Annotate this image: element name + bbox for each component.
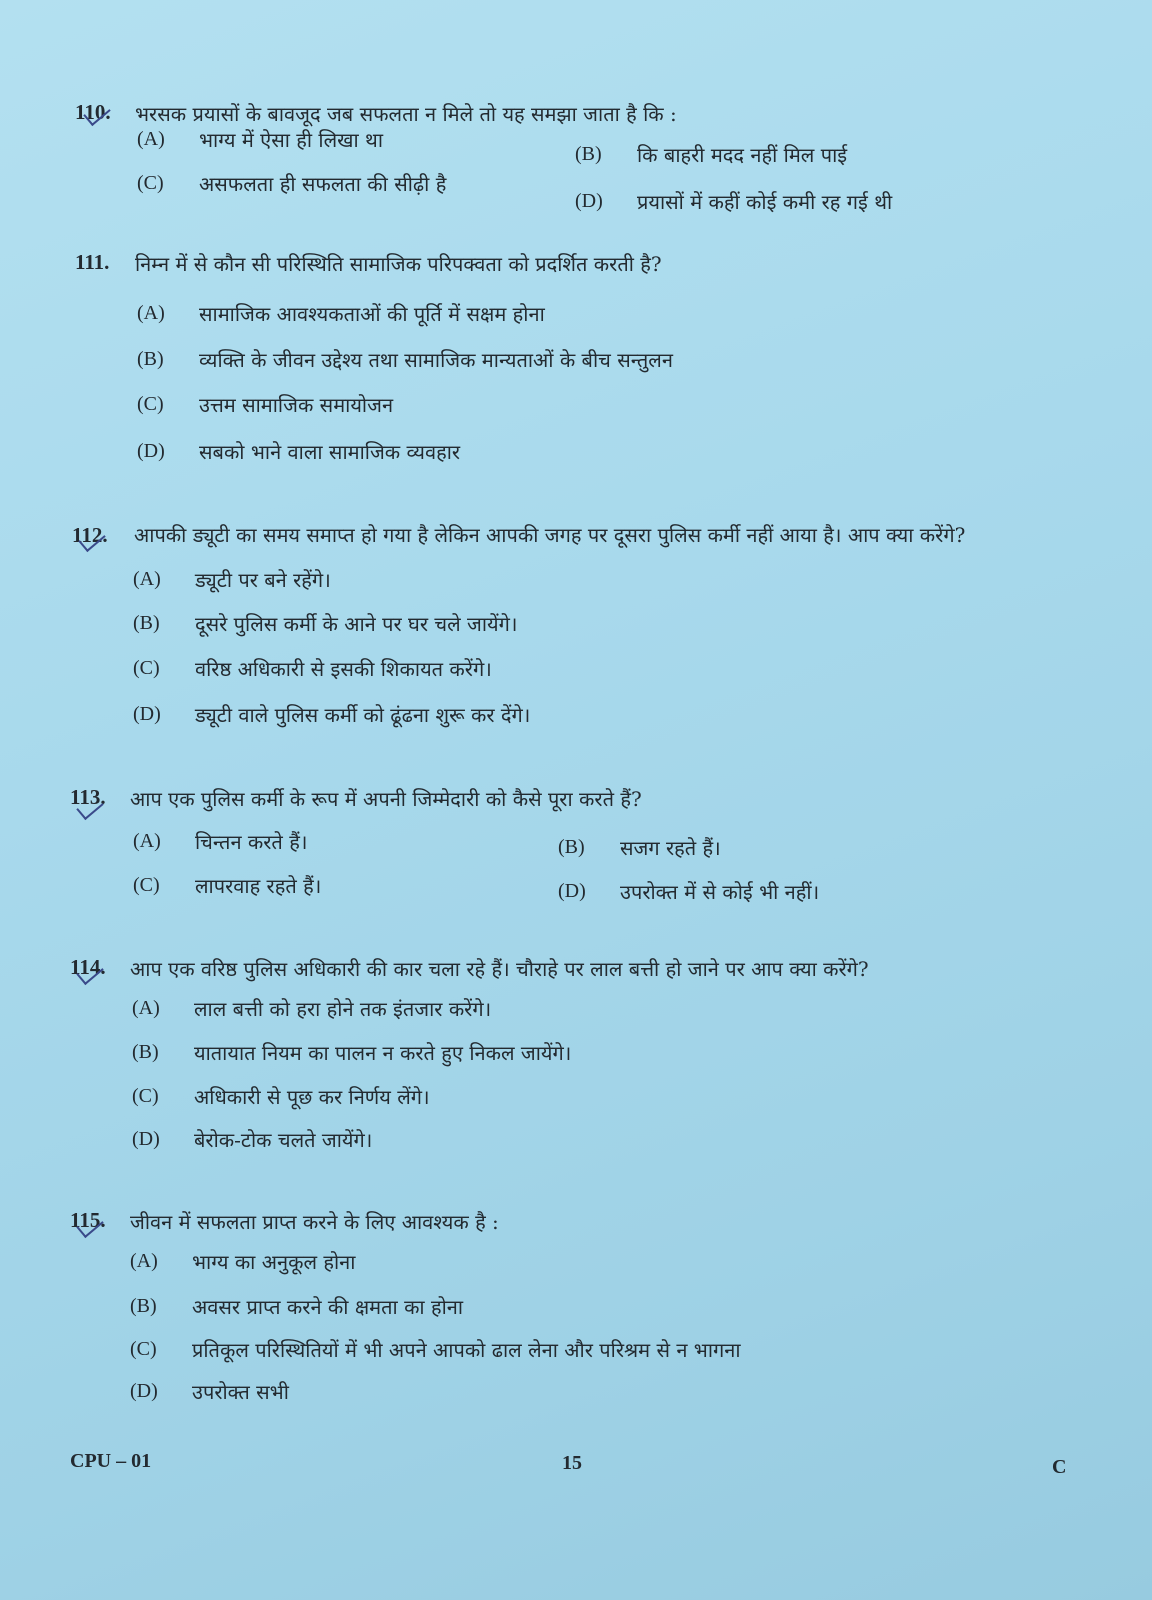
question-number: 114. (70, 955, 106, 979)
option-label: (A) (137, 128, 165, 150)
question-number: 111. (75, 250, 110, 274)
question-number: 110. (75, 100, 111, 124)
option-text: लाल बत्ती को हरा होने तक इंतजार करेंगे। (194, 997, 492, 1021)
question-number: 115. (70, 1208, 106, 1232)
option-label: (D) (575, 190, 603, 212)
option-text: ड्यूटी पर बने रहेंगे। (195, 568, 331, 592)
question-text: आप एक वरिष्ठ पुलिस अधिकारी की कार चला रहे हैं। चौराहे पर लाल बत्ती हो जाने पर आप क्या करेंगे? (130, 957, 869, 981)
option-label: (B) (132, 1041, 159, 1063)
question-text: भरसक प्रयासों के बावजूद जब सफलता न मिले तो यह समझा जाता है कि : (135, 102, 677, 126)
option-label: (D) (132, 1128, 160, 1150)
option-label: (D) (133, 703, 161, 725)
option-text: ड्यूटी वाले पुलिस कर्मी को ढूंढना शुरू कर देंगे। (195, 703, 531, 727)
option-text: सजग रहते हैं। (620, 836, 721, 860)
option-label: (B) (575, 143, 602, 165)
option-text: भाग्य में ऐसा ही लिखा था (199, 128, 384, 152)
option-text: सबको भाने वाला सामाजिक व्यवहार (199, 440, 461, 464)
question-text: आप एक पुलिस कर्मी के रूप में अपनी जिम्मेदारी को कैसे पूरा करते हैं? (130, 787, 642, 811)
option-text: उपरोक्त सभी (192, 1380, 289, 1404)
option-label: (D) (130, 1380, 158, 1402)
option-label: (C) (137, 172, 164, 194)
option-label: (B) (137, 348, 164, 370)
option-label: (A) (130, 1250, 158, 1272)
option-label: (B) (133, 612, 160, 634)
option-text: कि बाहरी मदद नहीं मिल पाई (637, 143, 848, 167)
question-number: 112. (72, 523, 108, 547)
option-label: (C) (133, 874, 160, 896)
option-text: अधिकारी से पूछ कर निर्णय लेंगे। (194, 1085, 430, 1109)
option-text: भाग्य का अनुकूल होना (192, 1250, 356, 1274)
option-text: व्यक्ति के जीवन उद्देश्य तथा सामाजिक मान्यताओं के बीच सन्तुलन (199, 348, 673, 372)
option-text: दूसरे पुलिस कर्मी के आने पर घर चले जायेंगे। (195, 612, 518, 636)
question-text: निम्न में से कौन सी परिस्थिति सामाजिक परिपक्वता को प्रदर्शित करती है? (135, 252, 662, 276)
option-label: (C) (132, 1085, 159, 1107)
option-label: (A) (133, 830, 161, 852)
page-number: 15 (562, 1452, 582, 1474)
option-text: प्रतिकूल परिस्थितियों में भी अपने आपको ढाल लेना और परिश्रम से न भागना (192, 1338, 741, 1362)
option-text: उपरोक्त में से कोई भी नहीं। (620, 880, 820, 904)
booklet-series: C (1052, 1456, 1067, 1478)
option-text: यातायात नियम का पालन न करते हुए निकल जायेंगे। (194, 1041, 572, 1065)
option-text: प्रयासों में कहीं कोई कमी रह गई थी (637, 190, 893, 214)
option-text: चिन्तन करते हैं। (195, 830, 308, 854)
option-text: सामाजिक आवश्यकताओं की पूर्ति में सक्षम होना (199, 302, 545, 326)
option-label: (B) (130, 1295, 157, 1317)
option-text: उत्तम सामाजिक समायोजन (199, 393, 394, 417)
question-text: आपकी ड्यूटी का समय समाप्त हो गया है लेकिन आपकी जगह पर दूसरा पुलिस कर्मी नहीं आया है। आप क्या करेंगे? (134, 523, 966, 547)
option-label: (A) (133, 568, 161, 590)
option-text: लापरवाह रहते हैं। (195, 874, 322, 898)
option-text: अवसर प्राप्त करने की क्षमता का होना (192, 1295, 464, 1319)
paper-code: CPU – 01 (70, 1450, 152, 1472)
option-label: (D) (558, 880, 586, 902)
option-label: (B) (558, 836, 585, 858)
option-label: (C) (137, 393, 164, 415)
option-label: (C) (130, 1338, 157, 1360)
option-label: (D) (137, 440, 165, 462)
option-label: (C) (133, 657, 160, 679)
question-text: जीवन में सफलता प्राप्त करने के लिए आवश्यक है : (130, 1210, 499, 1234)
question-number: 113. (70, 785, 106, 809)
option-text: असफलता ही सफलता की सीढ़ी है (199, 172, 447, 196)
option-label: (A) (137, 302, 165, 324)
option-label: (A) (132, 997, 160, 1019)
option-text: बेरोक-टोक चलते जायेंगे। (194, 1128, 373, 1152)
option-text: वरिष्ठ अधिकारी से इसकी शिकायत करेंगे। (195, 657, 492, 681)
